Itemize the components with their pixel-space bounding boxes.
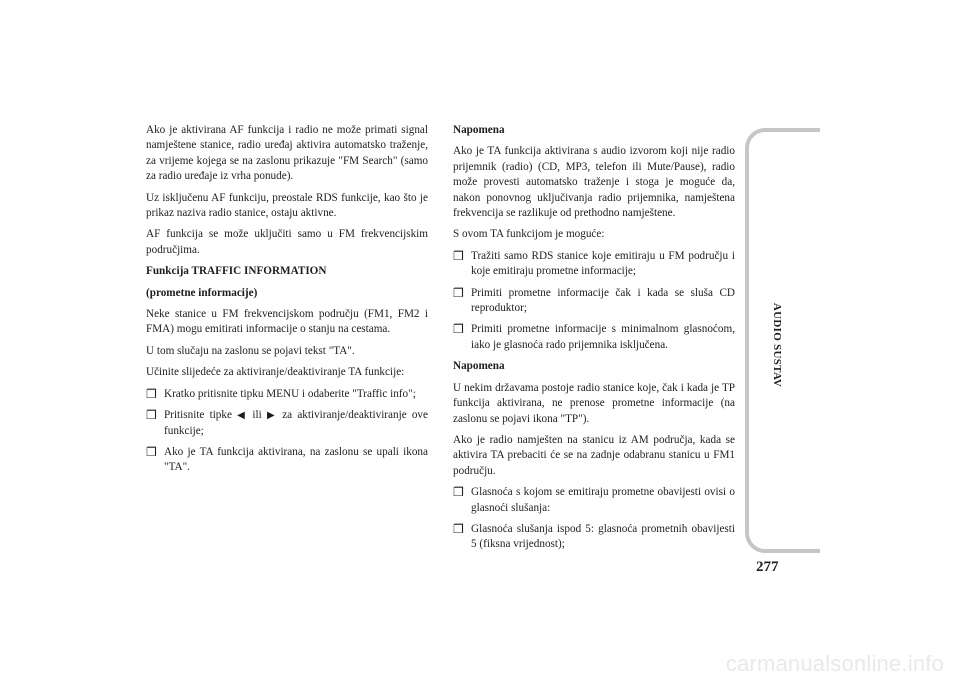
chapter-label: AUDIO SUSTAV bbox=[771, 302, 784, 388]
page-number: 277 bbox=[756, 559, 779, 575]
paragraph-am-station: Ako je radio namješten na stanicu iz AM područja, kada se aktivira TA prebaciti će se na zadnje odabranu stanicu u FM1 području. bbox=[453, 433, 735, 477]
list-item-text: Glasnoća s kojom se emitiraju prometne obavijesti ovisi o glasnoći slušanja: bbox=[471, 486, 735, 514]
ta-features-list bbox=[453, 249, 735, 353]
list-item bbox=[453, 286, 735, 317]
list-item-text: Primiti prometne informacije s minimalnom glasnoćom, iako je glasnoća rado prijemnika isključena. bbox=[471, 323, 735, 351]
checkbox-bullet-icon: ❒ bbox=[146, 408, 157, 423]
paragraph-ta-possible: S ovom TA funkcijom je moguće: bbox=[453, 228, 605, 241]
checkbox-bullet-icon: ❒ bbox=[146, 386, 157, 401]
list-item-text: Glasnoća slušanja ispod 5: glasnoća prometnih obavijesti 5 (fiksna vrijednost); bbox=[471, 522, 735, 551]
list-item bbox=[453, 322, 735, 353]
list-item bbox=[453, 522, 735, 553]
note-heading: Napomena bbox=[453, 124, 505, 136]
right-column bbox=[453, 123, 735, 559]
chapter-label-wrapper bbox=[747, 300, 807, 390]
list-item-text-mid: ili bbox=[252, 409, 262, 422]
checkbox-bullet-icon: ❒ bbox=[453, 285, 464, 300]
paragraph-af-search: Ako je aktivirana AF funkcija i radio ne može primati signal namještene stanice, radio uređaj aktivira automatsko traženje, za vrijeme kojega se na zaslonu prikazuje "FM Search" (samo za radio uređaje iz vrha ponude). bbox=[146, 124, 428, 183]
note-heading: Napomena bbox=[453, 360, 505, 373]
arrow-left-icon: ◀ bbox=[237, 410, 248, 422]
checkbox-bullet-icon: ❒ bbox=[453, 485, 464, 500]
paragraph-ta-steps: Učinite slijedeće za aktiviranje/deaktiviranje TA funkcije: bbox=[146, 366, 405, 379]
left-column bbox=[146, 123, 428, 482]
list-item-text: Ako je TA funkcija aktivirana, na zaslonu se upali ikona "TA". bbox=[164, 445, 428, 474]
list-item-text-end: za aktiviranje/deaktiviranje ove funkcije; bbox=[164, 409, 428, 437]
list-item bbox=[453, 249, 735, 280]
paragraph-ta-text: U tom slučaju na zaslonu se pojavi tekst "TA". bbox=[146, 344, 355, 357]
list-item bbox=[146, 387, 428, 402]
list-item-text-start: Pritisnite tipke bbox=[164, 409, 232, 422]
list-item bbox=[146, 408, 428, 439]
paragraph-af-fm: AF funkcija se može uključiti samo u FM frekvencijskim područjima. bbox=[146, 228, 428, 256]
arrow-right-icon: ▶ bbox=[266, 410, 278, 422]
paragraph-fm-stations: Neke stanice u FM frekvencijskom području (FM1, FM2 i FMA) mogu emitirati informacije o stanju na cestama. bbox=[146, 308, 428, 336]
note-text: Ako je TA funkcija aktivirana s audio izvorom koji nije radio prijemnik (radio) (CD, MP3, telefon ili Mute/Pause), radio može provesti automatsko traženje i stoga je moguće da, nakon ponovnog uključivanja radio prijemnika, namještena frekvencija se razlikuje od prethodno namještene. bbox=[453, 145, 735, 220]
checkbox-bullet-icon: ❒ bbox=[453, 521, 464, 536]
list-item bbox=[146, 445, 428, 476]
checkbox-bullet-icon: ❒ bbox=[146, 444, 157, 459]
volume-list bbox=[453, 485, 735, 553]
watermark: carmanualsonline.info bbox=[725, 651, 944, 676]
note-text: U nekim državama postoje radio stanice koje, čak i kada je TP funkcija aktivirana, ne prenose prometne informacije (na zaslonu se pojavi ikona "TP"). bbox=[453, 381, 735, 425]
paragraph-af-off: Uz isključenu AF funkciju, preostale RDS funkcije, kao što je prikaz naziva radio stanice, ostaju aktivne. bbox=[146, 191, 428, 220]
ta-steps-list bbox=[146, 387, 428, 476]
list-item-text: Tražiti samo RDS stanice koje emitiraju u FM području i koje emitiraju prometne informacije; bbox=[471, 249, 735, 278]
checkbox-bullet-icon: ❒ bbox=[453, 322, 464, 337]
section-subheading-traffic: (prometne informacije) bbox=[146, 286, 258, 299]
list-item-text: Primiti prometne informacije čak i kada se sluša CD reproduktor; bbox=[471, 286, 735, 315]
list-item bbox=[453, 485, 735, 516]
section-heading-traffic: Funkcija TRAFFIC INFORMATION bbox=[146, 265, 327, 278]
list-item-text: Kratko pritisnite tipku MENU i odaberite "Traffic info"; bbox=[164, 387, 416, 400]
checkbox-bullet-icon: ❒ bbox=[453, 248, 464, 263]
